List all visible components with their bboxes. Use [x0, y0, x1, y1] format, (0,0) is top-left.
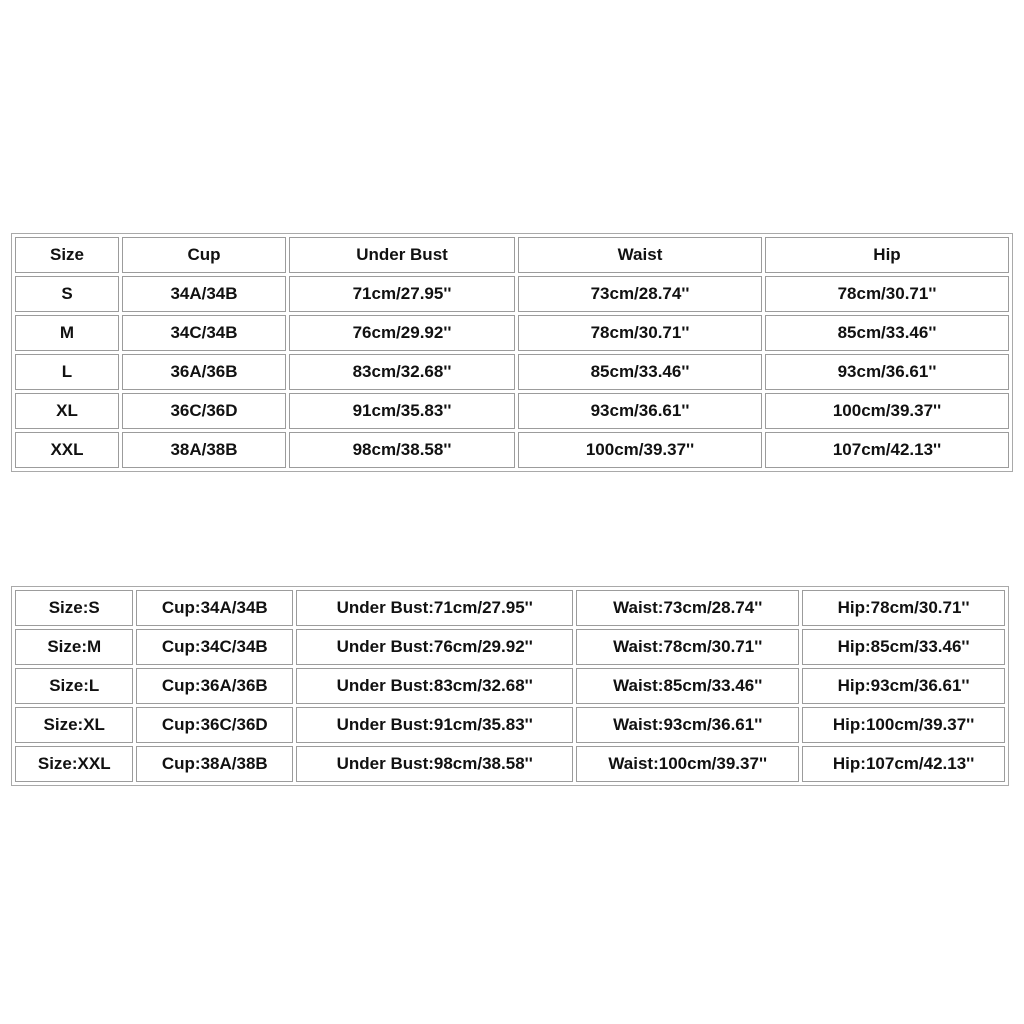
cell-cup: 36A/36B [122, 354, 286, 390]
column-header-under-bust: Under Bust [289, 237, 515, 273]
size-chart-table-labeled [11, 233, 1013, 472]
cell-hip: Hip:93cm/36.61'' [802, 668, 1005, 704]
cell-under-bust: 91cm/35.83'' [289, 393, 515, 429]
cell-cup: 36C/36D [122, 393, 286, 429]
cell-under-bust: Under Bust:91cm/35.83'' [296, 707, 573, 743]
cell-waist: 100cm/39.37'' [518, 432, 762, 468]
cell-under-bust: 71cm/27.95'' [289, 276, 515, 312]
cell-under-bust: 98cm/38.58'' [289, 432, 515, 468]
size-chart-table-inline [11, 586, 1009, 786]
cell-waist: Waist:78cm/30.71'' [576, 629, 799, 665]
cell-waist: Waist:93cm/36.61'' [576, 707, 799, 743]
cell-under-bust: 83cm/32.68'' [289, 354, 515, 390]
cell-under-bust: 76cm/29.92'' [289, 315, 515, 351]
cell-hip: Hip:78cm/30.71'' [802, 590, 1005, 626]
column-header-size: Size [15, 237, 119, 273]
cell-waist: Waist:85cm/33.46'' [576, 668, 799, 704]
cell-cup: Cup:34A/34B [136, 590, 293, 626]
table-row [15, 276, 1009, 312]
table-row [15, 393, 1009, 429]
cell-under-bust: Under Bust:71cm/27.95'' [296, 590, 573, 626]
cell-hip: Hip:85cm/33.46'' [802, 629, 1005, 665]
cell-hip: 93cm/36.61'' [765, 354, 1009, 390]
cell-size: XXL [15, 432, 119, 468]
cell-cup: Cup:34C/34B [136, 629, 293, 665]
column-header-cup: Cup [122, 237, 286, 273]
cell-size: XL [15, 393, 119, 429]
table-row [15, 746, 1005, 782]
cell-cup: Cup:36C/36D [136, 707, 293, 743]
cell-waist: 93cm/36.61'' [518, 393, 762, 429]
table-row [15, 432, 1009, 468]
column-header-hip: Hip [765, 237, 1009, 273]
cell-hip: 85cm/33.46'' [765, 315, 1009, 351]
table-row [15, 354, 1009, 390]
cell-size: Size:M [15, 629, 133, 665]
cell-size: Size:S [15, 590, 133, 626]
cell-size: Size:L [15, 668, 133, 704]
table-row [15, 590, 1005, 626]
cell-size: L [15, 354, 119, 390]
cell-hip: Hip:100cm/39.37'' [802, 707, 1005, 743]
cell-waist: Waist:73cm/28.74'' [576, 590, 799, 626]
column-header-waist: Waist [518, 237, 762, 273]
cell-under-bust: Under Bust:76cm/29.92'' [296, 629, 573, 665]
cell-hip: Hip:107cm/42.13'' [802, 746, 1005, 782]
cell-hip: 107cm/42.13'' [765, 432, 1009, 468]
cell-cup: 34A/34B [122, 276, 286, 312]
cell-under-bust: Under Bust:83cm/32.68'' [296, 668, 573, 704]
cell-cup: Cup:36A/36B [136, 668, 293, 704]
table-row [15, 707, 1005, 743]
cell-cup: Cup:38A/38B [136, 746, 293, 782]
cell-waist: Waist:100cm/39.37'' [576, 746, 799, 782]
cell-under-bust: Under Bust:98cm/38.58'' [296, 746, 573, 782]
cell-hip: 78cm/30.71'' [765, 276, 1009, 312]
cell-waist: 85cm/33.46'' [518, 354, 762, 390]
cell-waist: 73cm/28.74'' [518, 276, 762, 312]
table-row [15, 629, 1005, 665]
cell-cup: 34C/34B [122, 315, 286, 351]
table-header-row [15, 237, 1009, 273]
table-row [15, 315, 1009, 351]
cell-waist: 78cm/30.71'' [518, 315, 762, 351]
cell-size: S [15, 276, 119, 312]
cell-cup: 38A/38B [122, 432, 286, 468]
table-row [15, 668, 1005, 704]
cell-size: Size:XXL [15, 746, 133, 782]
cell-size: Size:XL [15, 707, 133, 743]
cell-size: M [15, 315, 119, 351]
cell-hip: 100cm/39.37'' [765, 393, 1009, 429]
